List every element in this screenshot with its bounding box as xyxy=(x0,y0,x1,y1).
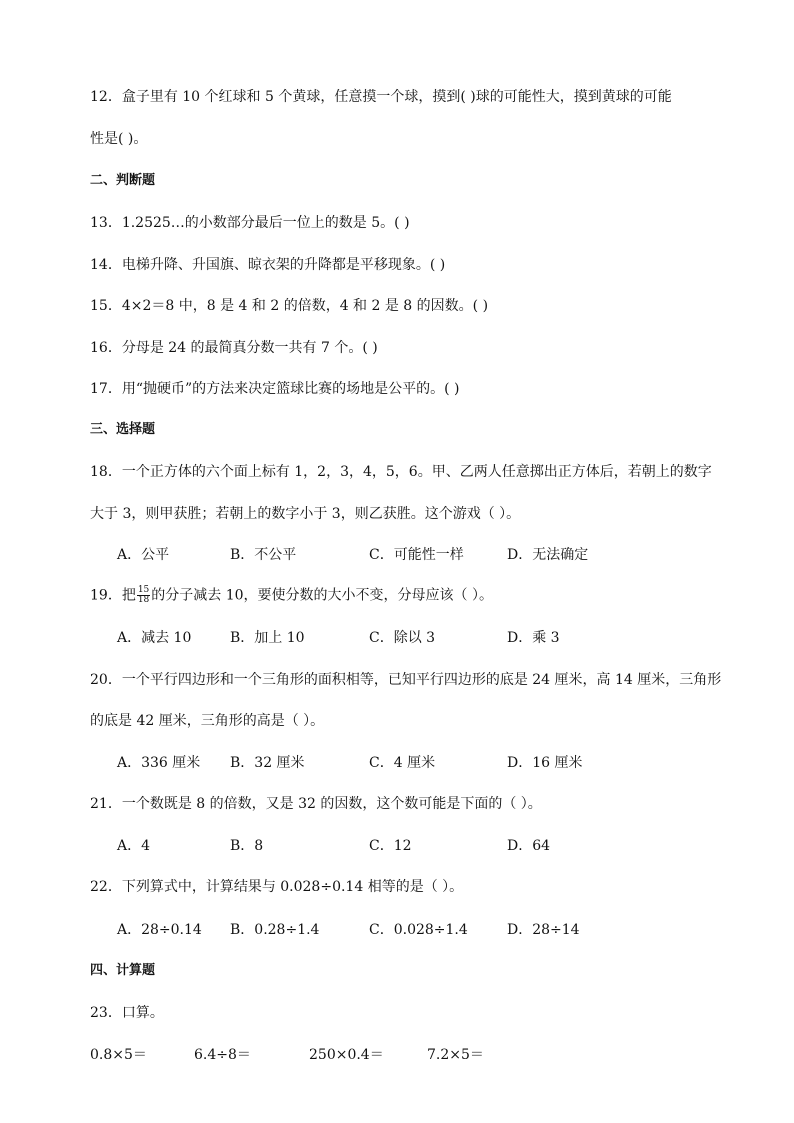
q19-option-c: C．除以 3 xyxy=(369,630,436,646)
q18-line-2: 大于 3，则甲获胜；若朝上的数字小于 3，则乙获胜。这个游戏（ ）。 xyxy=(90,506,521,522)
q22-line-1: 22．下列算式中，计算结果与 0.028÷0.14 相等的是（ ）。 xyxy=(90,879,464,895)
question-15: 15．4×2＝8 中，8 是 4 和 2 的倍数，4 和 2 是 8 的因数。( ) xyxy=(90,298,489,314)
q12-line-1: 12．盒子里有 10 个红球和 5 个黄球，任意摸一个球，摸到( )球的可能性大，摸到黄球的可能 xyxy=(90,89,672,105)
q20-option-b: B．32 厘米 xyxy=(230,755,305,771)
calc-item-4: 7.2×5＝ xyxy=(427,1047,484,1063)
question-17: 17．用“抛硬币”的方法来决定篮球比赛的场地是公平的。( ) xyxy=(90,381,460,397)
q23-line-1: 23．口算。 xyxy=(90,1005,164,1021)
q20-option-a: A．336 厘米 xyxy=(117,755,201,771)
section-heading-calc: 四、计算题 xyxy=(90,963,156,978)
q21-option-a: A．4 xyxy=(117,838,151,854)
q19-option-d: D．乘 3 xyxy=(507,630,560,646)
q21-option-c: C．12 xyxy=(369,838,412,854)
section-heading-choice: 三、选择题 xyxy=(90,422,156,437)
q22-option-b: B．0.28÷1.4 xyxy=(230,922,320,938)
q19-line-1 xyxy=(90,586,493,605)
q19-prefix: 19．把 xyxy=(90,587,136,604)
q12-line-2: 性是( )。 xyxy=(90,131,148,147)
q18-option-a: A．公平 xyxy=(117,547,170,563)
section-heading-judge: 二、判断题 xyxy=(90,173,156,188)
q22-option-c: C．0.028÷1.4 xyxy=(369,922,468,938)
q18-option-d: D．无法确定 xyxy=(507,547,589,563)
q20-line-2: 的底是 42 厘米，三角形的高是（ ）。 xyxy=(90,713,325,729)
q20-line-1: 20．一个平行四边形和一个三角形的面积相等，已知平行四边形的底是 24 厘米，高 14 厘米，三角形 xyxy=(90,672,722,688)
q21-line-1: 21．一个数既是 8 的倍数，又是 32 的因数，这个数可能是下面的（ ）。 xyxy=(90,796,542,812)
q19-option-a: A．减去 10 xyxy=(117,630,192,646)
fraction-denominator: 18 xyxy=(137,595,150,605)
question-14: 14．电梯升降、升国旗、晾衣架的升降都是平移现象。( ) xyxy=(90,257,446,273)
q20-option-c: C．4 厘米 xyxy=(369,755,436,771)
q18-option-c: C．可能性一样 xyxy=(369,547,464,563)
q19-suffix: 的分子减去 10，要使分数的大小不变，分母应该（ ）。 xyxy=(151,587,493,604)
question-16: 16．分母是 24 的最简真分数一共有 7 个。( ) xyxy=(90,340,378,356)
calc-item-3: 250×0.4＝ xyxy=(309,1047,384,1063)
q18-line-1: 18．一个正方体的六个面上标有 1，2，3，4，5，6。甲、乙两人任意掷出正方体后，若朝上的数字 xyxy=(90,464,712,480)
q22-option-a: A．28÷0.14 xyxy=(117,922,202,938)
calc-item-2: 6.4÷8＝ xyxy=(194,1047,251,1063)
fraction-15-18 xyxy=(137,586,150,605)
q21-option-b: B．8 xyxy=(230,838,264,854)
q21-option-d: D．64 xyxy=(507,838,551,854)
question-13: 13．1.2525…的小数部分最后一位上的数是 5。( ) xyxy=(90,215,410,231)
fraction-numerator: 15 xyxy=(137,585,150,595)
q22-option-d: D．28÷14 xyxy=(507,922,580,938)
q20-option-d: D．16 厘米 xyxy=(507,755,583,771)
calc-item-1: 0.8×5＝ xyxy=(90,1047,147,1063)
q19-option-b: B．加上 10 xyxy=(230,630,305,646)
q18-option-b: B．不公平 xyxy=(230,547,297,563)
